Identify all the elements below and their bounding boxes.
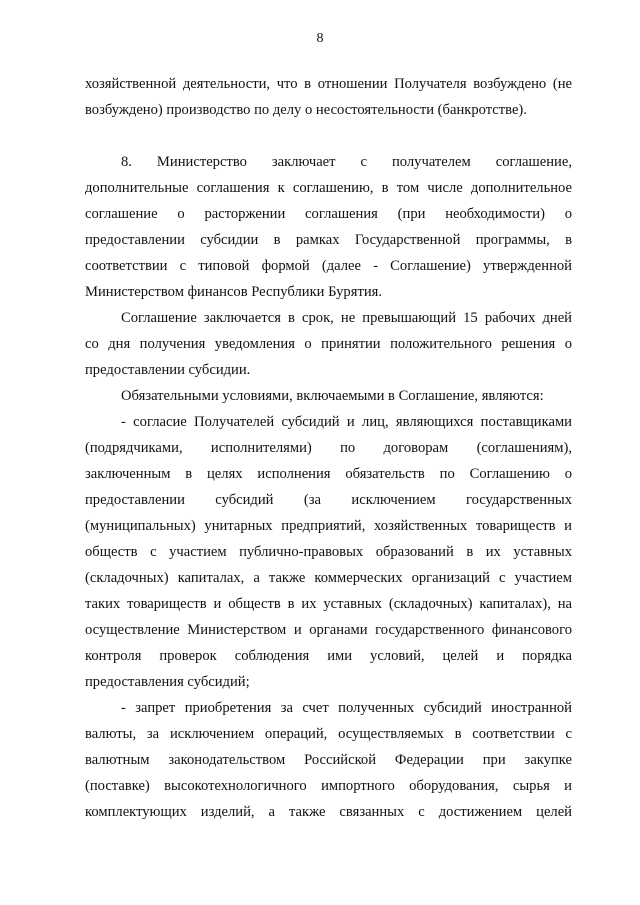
text-line: валюты, за исключением операций, осуществляемых в соответствии с [85,726,572,742]
text-line: Министерством финансов Республики Бурятия. [85,284,382,300]
text-line: осуществление Министерством и органами государственного финансового [85,622,572,638]
text-line: (складочных) капиталах, а также коммерческих организаций с участием [85,570,572,586]
text-line: заключенным в целях исполнения обязательств по Соглашению о [85,466,572,482]
text-line: обществ с участием публично-правовых образований в их уставных [85,544,572,560]
text-line: 8. Министерство заключает с получателем соглашение, [121,154,572,170]
text-line: предоставлении субсидий (за исключением государственных [85,492,572,508]
text-line: комплектующих изделий, а также связанных с достижением целей [85,804,572,820]
text-line: предоставления субсидий; [85,674,250,690]
paragraph-continuation [85,71,572,123]
text-line: соглашение о расторжении соглашения (при необходимости) о [85,206,572,222]
paragraph-mandatory-conditions [85,383,572,409]
text-line: контроля проверок соблюдения ими условий, целей и порядка [85,648,572,664]
text-line: - согласие Получателей субсидий и лиц, являющихся поставщиками [121,414,572,430]
page-number: 8 [316,31,324,46]
text-line: соответствии с типовой формой (далее - Соглашение) утвержденной [85,258,572,274]
text-line: таких товариществ и обществ в их уставных (складочных) капиталах), на [85,596,572,612]
paragraph-agreement-term [85,305,572,383]
text-line: Обязательными условиями, включаемыми в Соглашение, являются: [121,388,544,404]
text-line: возбуждено) производство по делу о несостоятельности (банкротстве). [85,102,527,118]
text-line: (подрядчиками, исполнителями) по договорам (соглашениям), [85,440,572,456]
text-line: (поставке) высокотехнологичного импортного оборудования, сырья и [85,778,572,794]
text-line: (муниципальных) унитарных предприятий, хозяйственных товариществ и [85,518,572,534]
document-body [85,71,572,825]
text-line: предоставлении субсидии. [85,362,251,378]
paragraph-currency-prohibition [85,695,572,825]
text-line: хозяйственной деятельности, что в отношении Получателя возбуждено (не [85,76,572,92]
paragraph-clause-8 [85,149,572,305]
text-line: Соглашение заключается в срок, не превышающий 15 рабочих дней [121,310,572,326]
text-line: - запрет приобретения за счет полученных субсидий иностранной [121,700,572,716]
paragraph-consent-condition [85,409,572,695]
text-line: предоставлении субсидии в рамках Государственной программы, в [85,232,572,248]
text-line: дополнительные соглашения к соглашению, в том числе дополнительное [85,180,572,196]
text-line: валютным законодательством Российской Федерации при закупке [85,752,572,768]
text-line: со дня получения уведомления о принятии положительного решения о [85,336,572,352]
